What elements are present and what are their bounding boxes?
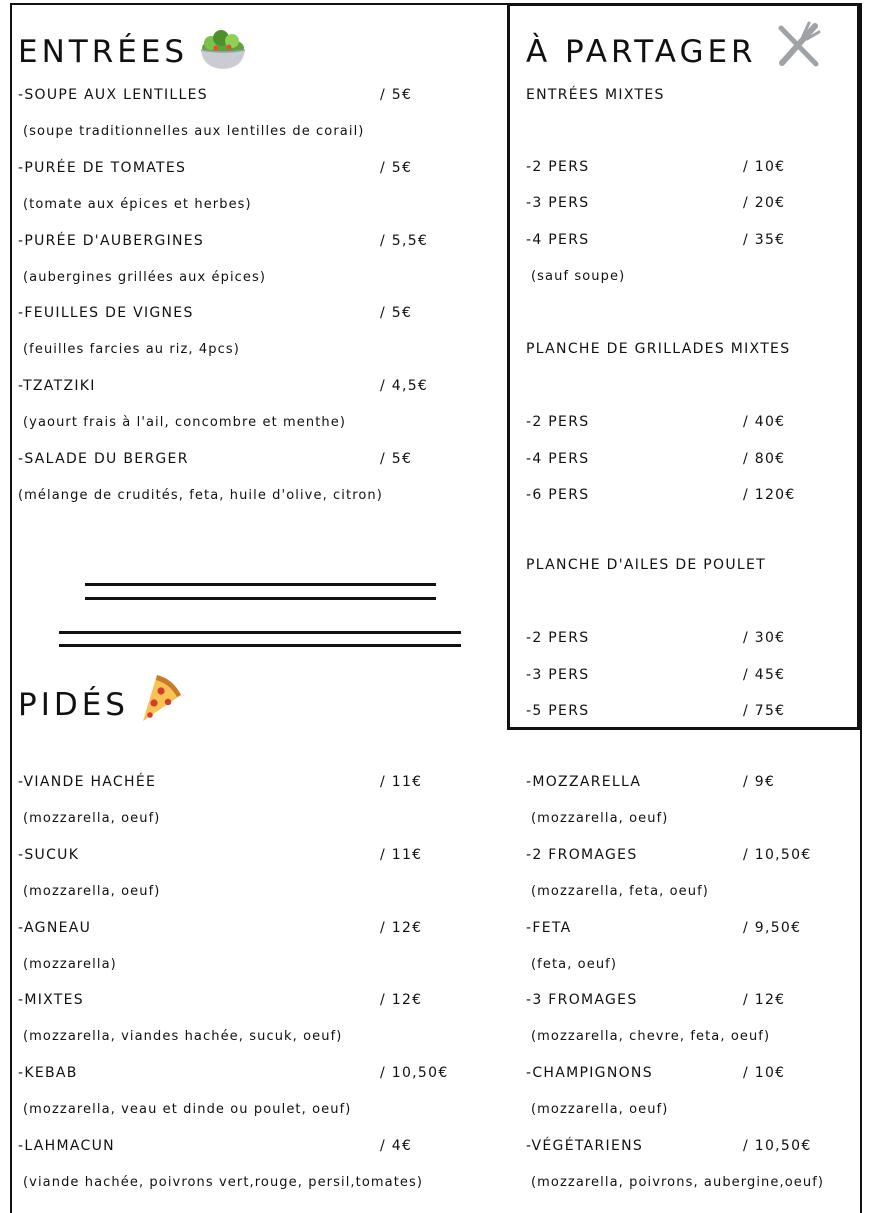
share-option: -2 PERS — [526, 414, 590, 430]
share-price: / 75€ — [743, 703, 786, 719]
divider-line — [59, 644, 461, 647]
menu-item-desc: (soupe traditionnelles aux lentilles de corail) — [23, 124, 365, 139]
partager-box — [507, 3, 860, 730]
menu-item-desc: (feta, oeuf) — [531, 956, 618, 972]
menu-item-desc: (mozzarella, chevre, feta, oeuf) — [531, 1029, 771, 1045]
menu-item-price: / 5€ — [380, 87, 413, 103]
share-option: -4 PERS — [526, 451, 590, 467]
share-option: -3 PERS — [526, 667, 590, 683]
menu-item-desc: (viande hachée, poivrons vert,rouge, persil,tomates) — [23, 1175, 424, 1190]
menu-item-desc: (mozzarella, oeuf) — [23, 883, 161, 899]
share-option: -2 PERS — [526, 630, 590, 646]
menu-item-price: / 11€ — [380, 774, 423, 790]
share-price: / 30€ — [743, 630, 786, 646]
menu-item-price: / 4,5€ — [380, 378, 429, 395]
menu-item-price: / 11€ — [380, 846, 423, 863]
share-option: -5 PERS — [526, 703, 590, 719]
menu-item-price: / 10,50€ — [743, 1138, 812, 1154]
partager-title: À PARTAGER — [526, 34, 757, 70]
menu-item-name: -VIANDE HACHÉE — [18, 774, 157, 790]
menu-item-name: -SALADE DU BERGER — [18, 451, 189, 467]
menu-item-name: -2 FROMAGES — [526, 846, 638, 863]
menu-item-desc: (mozzarella, feta, oeuf) — [531, 883, 709, 899]
share-note: (sauf soupe) — [531, 269, 626, 284]
share-price: / 20€ — [743, 195, 786, 211]
menu-item-desc: (feuilles farcies au riz, 4pcs) — [23, 342, 240, 358]
menu-item-price: / 12€ — [743, 992, 786, 1009]
menu-item-name: -KEBAB — [18, 1065, 78, 1082]
menu-item-price: / 4€ — [380, 1138, 413, 1154]
menu-item-desc: (mélange de crudités, feta, huile d'olive, citron) — [18, 488, 383, 503]
menu-item-name: -FETA — [526, 919, 572, 936]
section-heading: PLANCHE DE GRILLADES MIXTES — [526, 341, 791, 357]
pizza-icon — [137, 671, 183, 723]
pides-title: PIDÉS — [18, 687, 129, 723]
section-heading: PLANCHE D'AILES DE POULET — [526, 557, 767, 573]
menu-item-name: -MOZZARELLA — [526, 774, 642, 790]
menu-item-desc: (mozzarella, veau et dinde ou poulet, oeuf) — [23, 1102, 352, 1118]
menu-item-price: / 10,50€ — [743, 846, 812, 863]
share-option: -6 PERS — [526, 487, 590, 503]
menu-item-name: -VÉGÉTARIENS — [526, 1138, 644, 1154]
menu-item-price: / 9€ — [743, 774, 776, 790]
entrees-title: ENTRÉES — [18, 34, 189, 70]
menu-item-price: / 12€ — [380, 992, 423, 1009]
menu-item-name: -PURÉE DE TOMATES — [18, 159, 187, 176]
menu-item-price: / 10€ — [743, 1065, 786, 1082]
section-heading: ENTRÉES MIXTES — [526, 87, 665, 103]
menu-item-price: / 5,5€ — [380, 232, 429, 249]
menu-item-name: -CHAMPIGNONS — [526, 1065, 653, 1082]
menu-item-desc: (aubergines grillées aux épices) — [23, 269, 267, 285]
utensils-icon — [773, 20, 823, 70]
share-price: / 80€ — [743, 451, 786, 467]
menu-item-name: -MIXTES — [18, 992, 84, 1009]
menu-item-price: / 5€ — [380, 451, 413, 467]
menu-item-desc: (mozzarella, viandes hachée, sucuk, oeuf) — [23, 1029, 343, 1045]
menu-item-desc: (yaourt frais à l'ail, concombre et menthe) — [23, 415, 347, 431]
share-price: / 40€ — [743, 414, 786, 430]
menu-item-price: / 12€ — [380, 919, 423, 936]
menu-item-name: -FEUILLES DE VIGNES — [18, 305, 194, 322]
share-price: / 10€ — [743, 159, 786, 175]
menu-item-price: / 10,50€ — [380, 1065, 449, 1082]
share-price: / 35€ — [743, 232, 786, 248]
menu-item-price: / 5€ — [380, 159, 413, 176]
share-price: / 120€ — [743, 487, 796, 503]
share-option: -2 PERS — [526, 159, 590, 175]
menu-item-price: / 9,50€ — [743, 919, 802, 936]
menu-item-name: -LAHMACUN — [18, 1138, 115, 1154]
share-price: / 45€ — [743, 667, 786, 683]
menu-item-price: / 5€ — [380, 305, 413, 322]
menu-item-name: -SUCUK — [18, 846, 80, 863]
menu-item-name: -3 FROMAGES — [526, 992, 638, 1009]
divider-line — [85, 583, 436, 586]
menu-item-desc: (mozzarella, oeuf) — [531, 1102, 669, 1118]
share-option: -4 PERS — [526, 232, 590, 248]
menu-item-name: -TZATZIKI — [18, 378, 96, 395]
menu-item-name: -SOUPE AUX LENTILLES — [18, 87, 208, 103]
menu-item-desc: (mozzarella) — [23, 956, 117, 972]
menu-item-desc: (mozzarella, oeuf) — [23, 811, 161, 826]
menu-item-desc: (mozzarella, poivrons, aubergine,oeuf) — [531, 1175, 825, 1190]
salad-icon — [199, 26, 247, 72]
menu-item-name: -AGNEAU — [18, 919, 92, 936]
menu-item-desc: (tomate aux épices et herbes) — [23, 196, 252, 212]
divider-line — [59, 631, 461, 634]
menu-item-name: -PURÉE D'AUBERGINES — [18, 232, 205, 249]
divider-line — [85, 597, 436, 600]
menu-item-desc: (mozzarella, oeuf) — [531, 811, 669, 826]
share-option: -3 PERS — [526, 195, 590, 211]
